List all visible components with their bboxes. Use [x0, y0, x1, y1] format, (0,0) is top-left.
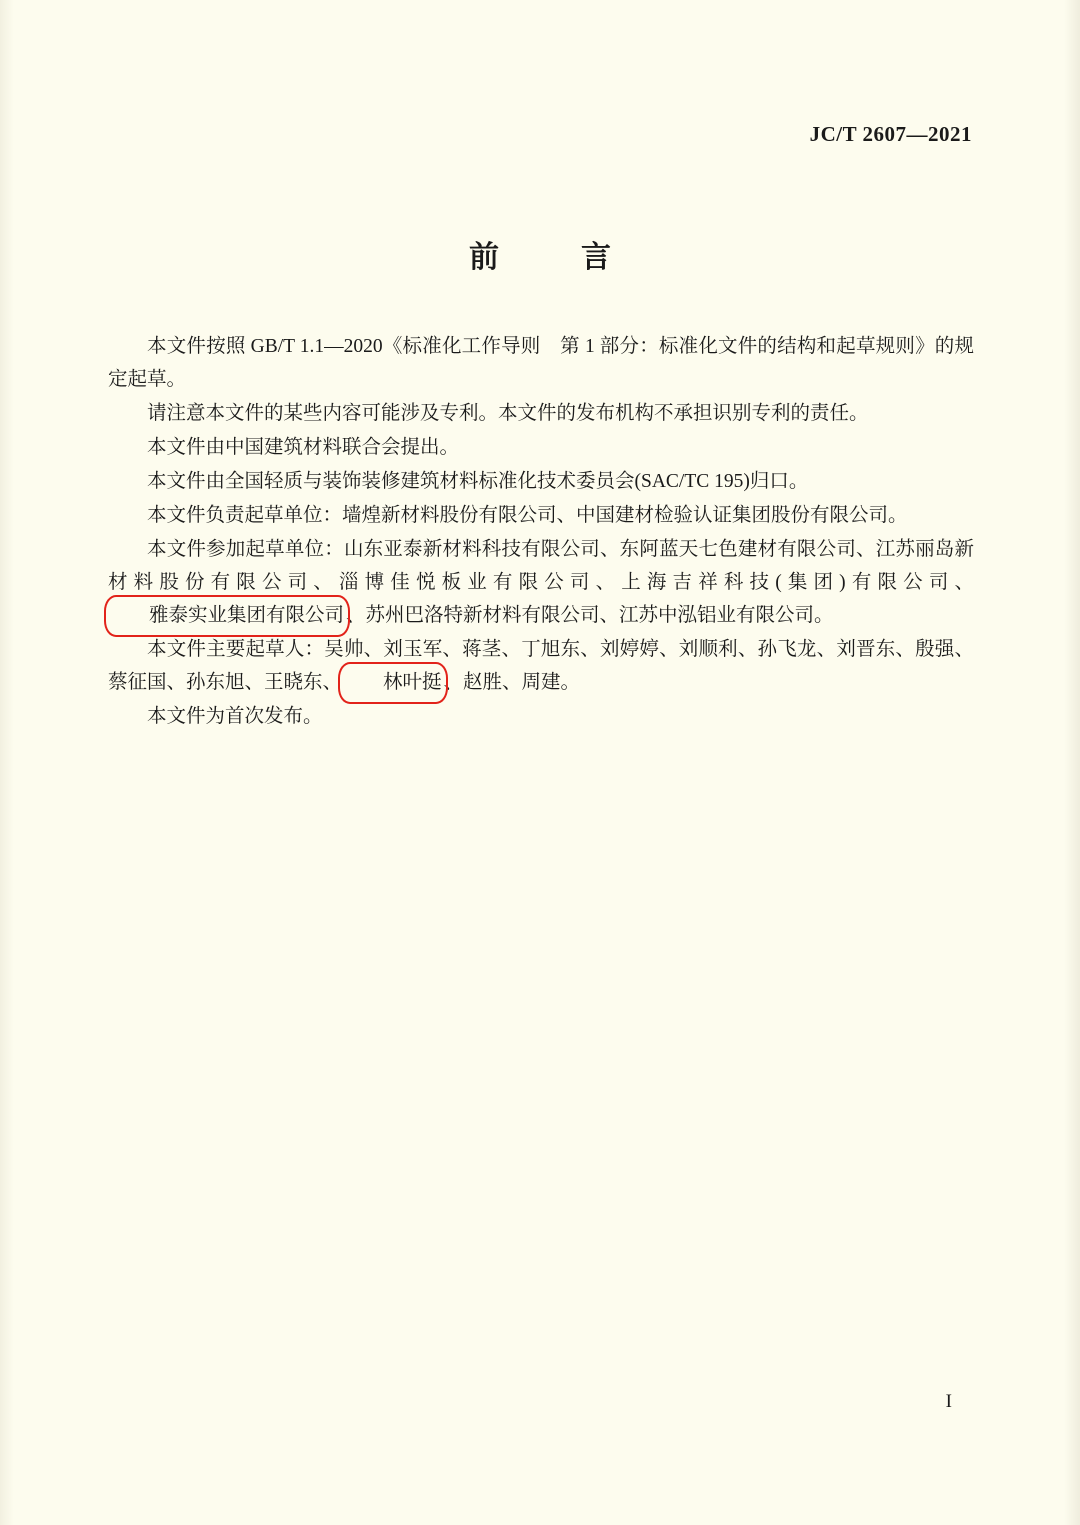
main-drafters-lead: 本文件主要起草人：吴帅、刘玉军、蒋茎、丁旭东、刘婷婷、刘顺利、孙飞龙、刘晋东、殷强、蔡征国、孙东旭、王晓东、 — [108, 639, 974, 693]
paragraph-proposed-by: 本文件由中国建筑材料联合会提出。 — [147, 437, 460, 458]
page-number: I — [945, 1391, 952, 1412]
paragraph-administered-by: 本文件由全国轻质与装饰装修建筑材料标准化技术委员会(SAC/TC 195)归口。 — [147, 471, 809, 492]
paragraph-first-publication: 本文件为首次发布。 — [147, 706, 323, 727]
paragraph-patent-notice: 请注意本文件的某些内容可能涉及专利。本文件的发布机构不承担识别专利的责任。 — [147, 403, 869, 424]
foreword-body — [108, 330, 974, 733]
paragraph-main-drafters — [108, 633, 974, 699]
annotation-highlight-company: 雅泰实业集团有限公司 — [108, 599, 346, 632]
paragraph-drafting-rules: 本文件按照 GB/T 1.1—2020《标准化工作导则 第 1 部分：标准化文件的结构和起草规则》的规定起草。 — [108, 336, 974, 390]
standard-code-header: JC/T 2607—2021 — [809, 122, 972, 146]
page-title: 前 言 — [469, 240, 637, 275]
annotation-highlight-person: 林叶挺 — [342, 666, 444, 699]
participating-units-lead: 本文件参加起草单位：山东亚泰新材料科技有限公司、东阿蓝天七色建材有限公司、江苏丽岛新材料股份有限公司、淄博佳悦板业有限公司、上海吉祥科技(集团)有限公司、 — [108, 539, 974, 593]
participating-units-tail: 、苏州巴洛特新材料有限公司、江苏中泓铝业有限公司。 — [346, 605, 834, 626]
paragraph-responsible-units: 本文件负责起草单位：墙煌新材料股份有限公司、中国建材检验认证集团股份有限公司。 — [147, 505, 908, 526]
paragraph-participating-units — [108, 533, 974, 632]
main-drafters-tail: 、赵胜、周建。 — [443, 672, 581, 693]
